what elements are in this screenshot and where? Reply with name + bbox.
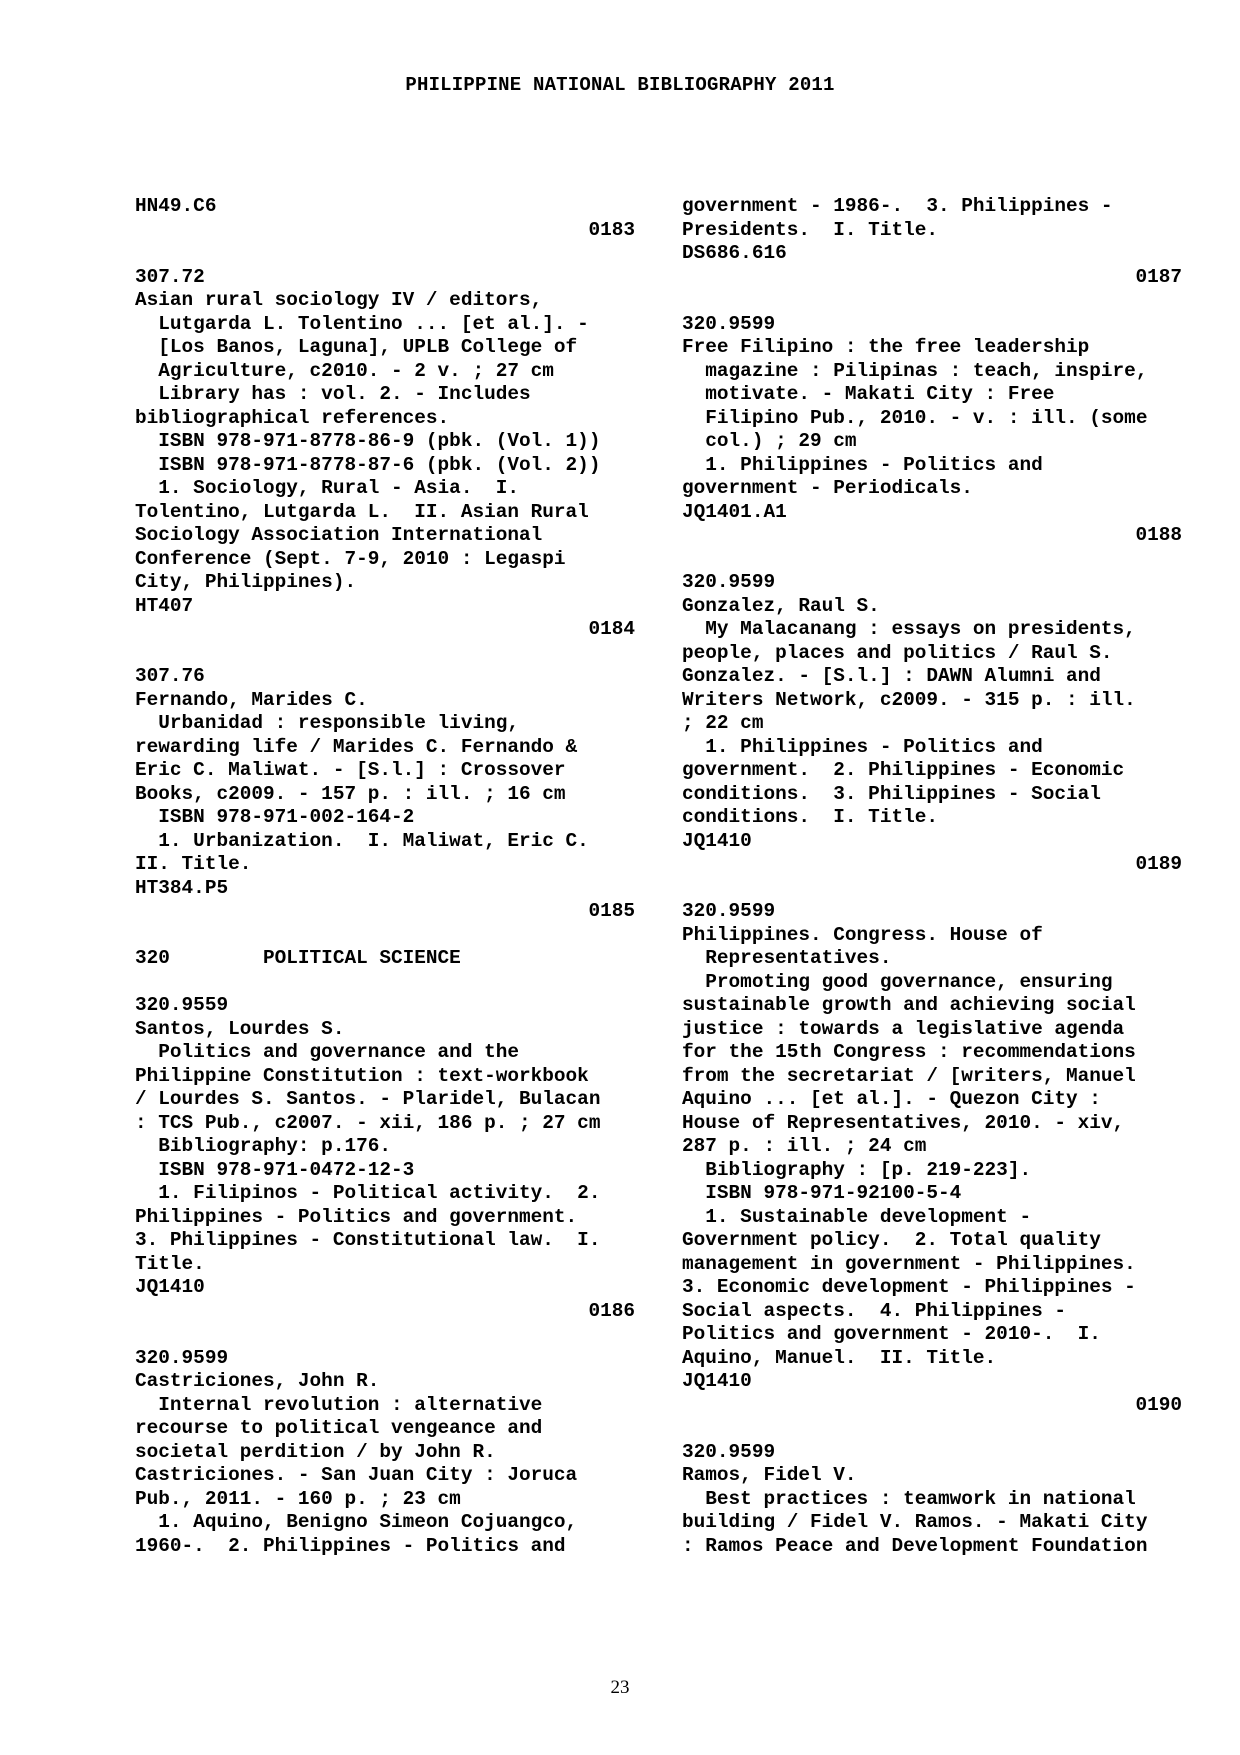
bibliography-line: Politics and governance and the — [135, 1041, 519, 1063]
bibliography-line: Representatives. — [682, 947, 892, 969]
bibliography-line: ISBN 978-971-8778-87-6 (pbk. (Vol. 2)) — [135, 453, 601, 476]
bibliography-line: ISBN 978-971-0472-12-3 — [135, 1158, 415, 1181]
bibliography-line: Castriciones, John R. — [135, 1370, 380, 1392]
bibliography-line: Aquino, Manuel. II. Title. — [682, 1346, 997, 1369]
entry-number: 0184 — [588, 618, 635, 640]
bibliography-line: bibliographical references. — [135, 406, 450, 429]
bibliography-line: Presidents. I. Title. — [682, 218, 938, 241]
bibliography-line: magazine : Pilipinas : teach, inspire, — [682, 359, 1148, 382]
bibliography-line: : TCS Pub., c2007. - xii, 186 p. ; 27 cm — [135, 1111, 601, 1134]
bibliography-line: Gonzalez, Raul S. — [682, 594, 880, 617]
bibliography-line: Aquino ... [et al.]. - Quezon City : — [682, 1088, 1101, 1110]
page-header-title: PHILIPPINE NATIONAL BIBLIOGRAPHY 2011 — [405, 74, 835, 96]
entry-number: 0188 — [1135, 524, 1182, 546]
bibliography-line: from the secretariat / [writers, Manuel — [682, 1064, 1136, 1087]
entry-number: 0183 — [588, 218, 635, 241]
bibliography-line: Agriculture, c2010. - 2 v. ; 27 cm — [135, 359, 554, 382]
bibliography-line — [682, 289, 1182, 313]
bibliography-line — [135, 924, 635, 948]
entry-number: 0190 — [1135, 1393, 1182, 1416]
bibliography-line: 1. Urbanization. I. Maliwat, Eric C. — [135, 829, 589, 852]
bibliography-line: HN49.C6 — [135, 195, 217, 217]
bibliography-line: government - Periodicals. — [682, 477, 973, 499]
bibliography-line: Promoting good governance, ensuring — [682, 970, 1113, 993]
bibliography-line: 307.72 — [135, 265, 205, 288]
bibliography-line: Pub., 2011. - 160 p. ; 23 cm — [135, 1487, 461, 1510]
bibliography-line: 1. Sustainable development - — [682, 1205, 1032, 1228]
bibliography-line: government - 1986-. 3. Philippines - — [682, 195, 1113, 217]
bibliography-line: Castriciones. - San Juan City : Joruca — [135, 1464, 578, 1486]
bibliography-line: societal perdition / by John R. — [135, 1440, 496, 1463]
bibliography-line: 1. Philippines - Politics and — [682, 453, 1043, 476]
bibliography-line: JQ1401.A1 — [682, 500, 787, 523]
bibliography-line: col.) ; 29 cm — [682, 430, 857, 452]
bibliography-line: Conference (Sept. 7-9, 2010 : Legaspi — [135, 547, 566, 570]
bibliography-line: JQ1410 — [682, 1370, 752, 1392]
bibliography-line: Gonzalez. - [S.l.] : DAWN Alumni and — [682, 665, 1101, 687]
bibliography-line: 1. Aquino, Benigno Simeon Cojuangco, — [135, 1511, 578, 1533]
bibliography-line: Sociology Association International — [135, 524, 543, 546]
bibliography-line: for the 15th Congress : recommendations — [682, 1041, 1136, 1063]
bibliography-line: Politics and government - 2010-. I. — [682, 1323, 1101, 1345]
bibliography-line: Philippines - Politics and government. — [135, 1205, 578, 1228]
bibliography-line: Tolentino, Lutgarda L. II. Asian Rural — [135, 500, 589, 523]
bibliography-line: 307.76 — [135, 665, 205, 687]
bibliography-line: Internal revolution : alternative — [135, 1393, 543, 1416]
bibliography-line: ISBN 978-971-8778-86-9 (pbk. (Vol. 1)) — [135, 430, 601, 452]
entry-number: 0185 — [588, 900, 635, 922]
bibliography-line: HT384.P5 — [135, 876, 229, 899]
bibliography-line: DS686.616 — [682, 242, 787, 264]
bibliography-line: rewarding life / Marides C. Fernando & — [135, 735, 578, 758]
bibliography-line: building / Fidel V. Ramos. - Makati City — [682, 1511, 1148, 1533]
bibliography-line: / Lourdes S. Santos. - Plaridel, Bulacan — [135, 1088, 601, 1110]
bibliography-line: Ramos, Fidel V. — [682, 1464, 857, 1486]
bibliography-line: Bibliography : [p. 219-223]. — [682, 1158, 1032, 1181]
bibliography-line: Santos, Lourdes S. — [135, 1017, 345, 1040]
left-column — [135, 195, 635, 1558]
bibliography-line: House of Representatives, 2010. - xiv, — [682, 1111, 1125, 1134]
bibliography-line — [682, 1417, 1182, 1441]
bibliography-line: 1. Sociology, Rural - Asia. I. — [135, 477, 519, 499]
bibliography-line: JQ1410 — [135, 1276, 205, 1298]
bibliography-line: Urbanidad : responsible living, — [135, 712, 519, 734]
bibliography-line: Philippines. Congress. House of — [682, 923, 1043, 946]
bibliography-line: Library has : vol. 2. - Includes — [135, 383, 531, 405]
bibliography-line: Fernando, Marides C. — [135, 688, 368, 711]
bibliography-line: Government policy. 2. Total quality — [682, 1229, 1101, 1251]
bibliography-line: conditions. I. Title. — [682, 806, 938, 828]
bibliography-line — [135, 242, 635, 266]
bibliography-line — [135, 971, 635, 995]
bibliography-line — [682, 877, 1182, 901]
bibliography-line — [682, 548, 1182, 572]
bibliography-line: management in government - Philippines. — [682, 1252, 1136, 1275]
bibliography-line — [135, 1323, 635, 1347]
bibliography-line: Title. — [135, 1252, 205, 1275]
bibliography-line: 320.9599 — [682, 571, 776, 593]
entry-number: 0186 — [588, 1299, 635, 1322]
bibliography-line: motivate. - Makati City : Free — [682, 383, 1055, 405]
entry-number: 0187 — [1135, 265, 1182, 288]
bibliography-line: Social aspects. 4. Philippines - — [682, 1299, 1066, 1322]
bibliography-line: ISBN 978-971-002-164-2 — [135, 806, 415, 828]
bibliography-line: [Los Banos, Laguna], UPLB College of — [135, 336, 578, 358]
bibliography-line: people, places and politics / Raul S. — [682, 641, 1113, 664]
bibliography-line: ; 22 cm — [682, 712, 764, 734]
bibliography-line: 320.9559 — [135, 994, 229, 1016]
bibliography-line: ISBN 978-971-92100-5-4 — [682, 1182, 962, 1204]
bibliography-line: : Ramos Peace and Development Foundation — [682, 1534, 1148, 1557]
bibliography-line: 3. Philippines - Constitutional law. I. — [135, 1229, 601, 1251]
bibliography-line: 3. Economic development - Philippines - — [682, 1276, 1136, 1298]
bibliography-line: sustainable growth and achieving social — [682, 994, 1136, 1016]
bibliography-line: City, Philippines). — [135, 571, 357, 593]
bibliography-line: Books, c2009. - 157 p. : ill. ; 16 cm — [135, 782, 566, 805]
bibliography-line: Asian rural sociology IV / editors, — [135, 289, 543, 311]
bibliography-line: Eric C. Maliwat. - [S.l.] : Crossover — [135, 759, 566, 781]
bibliography-line — [135, 642, 635, 666]
bibliography-line: Lutgarda L. Tolentino ... [et al.]. - — [135, 312, 589, 335]
bibliography-line: 1960-. 2. Philippines - Politics and — [135, 1534, 566, 1557]
bibliography-line: II. Title. — [135, 853, 252, 875]
bibliography-line: government. 2. Philippines - Economic — [682, 759, 1125, 781]
bibliography-line: 320.9599 — [682, 312, 776, 335]
bibliography-line: JQ1410 — [682, 829, 752, 852]
bibliography-line: Philippine Constitution : text-workbook — [135, 1064, 589, 1087]
bibliography-line: recourse to political vengeance and — [135, 1417, 543, 1439]
bibliography-line: 320.9599 — [682, 1440, 776, 1463]
right-column — [682, 195, 1182, 1558]
bibliography-line: 320 POLITICAL SCIENCE — [135, 947, 461, 969]
bibliography-line: Best practices : teamwork in national — [682, 1487, 1136, 1510]
bibliography-line: 287 p. : ill. ; 24 cm — [682, 1135, 927, 1157]
bibliography-line: HT407 — [135, 594, 194, 617]
entry-number: 0189 — [1135, 853, 1182, 875]
page-number: 23 — [610, 1677, 630, 1698]
bibliography-line: 320.9599 — [135, 1346, 229, 1369]
bibliography-line: My Malacanang : essays on presidents, — [682, 618, 1136, 640]
bibliography-line: 1. Philippines - Politics and — [682, 735, 1043, 758]
bibliography-line: 320.9599 — [682, 900, 776, 922]
bibliography-line: Filipino Pub., 2010. - v. : ill. (some — [682, 406, 1148, 429]
bibliography-line: Free Filipino : the free leadership — [682, 336, 1090, 358]
bibliography-line: conditions. 3. Philippines - Social — [682, 782, 1101, 805]
bibliography-line: Writers Network, c2009. - 315 p. : ill. — [682, 688, 1136, 711]
bibliography-line: Bibliography: p.176. — [135, 1135, 391, 1157]
bibliography-line: justice : towards a legislative agenda — [682, 1017, 1125, 1040]
bibliography-line: 1. Filipinos - Political activity. 2. — [135, 1182, 601, 1204]
